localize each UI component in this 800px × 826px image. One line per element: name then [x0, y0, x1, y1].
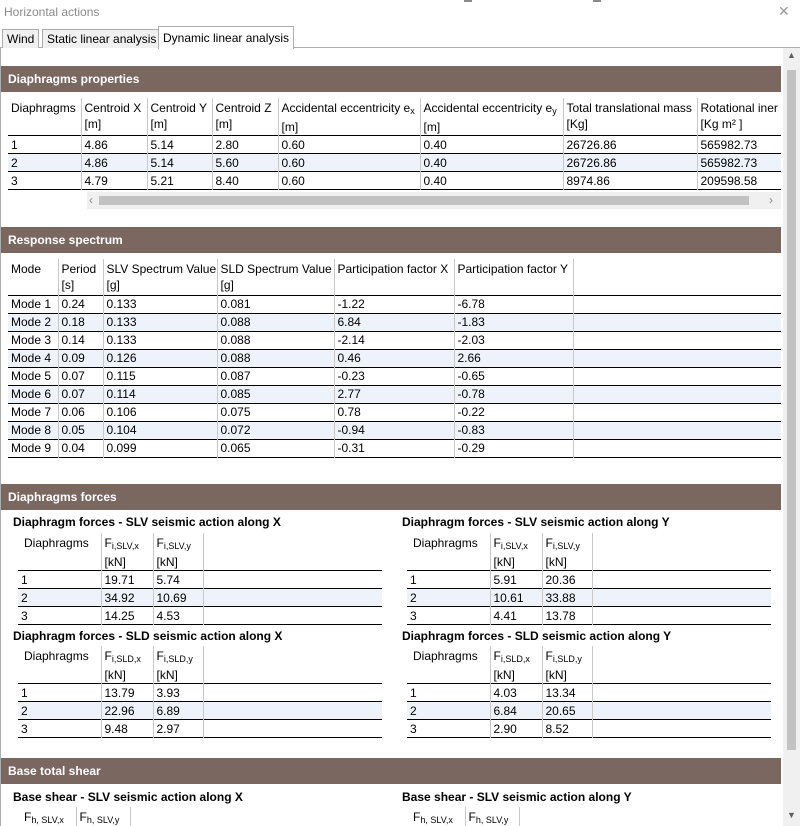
table-cell: 565982.73: [700, 137, 758, 152]
table-cell: 0.133: [103, 331, 217, 349]
table-cell: 4.86: [81, 136, 147, 154]
table-cell: Mode 8: [8, 421, 58, 439]
column-header: Centroid X [m]: [81, 98, 147, 136]
table-cell-filler: [573, 295, 781, 313]
scrollbar-thumb[interactable]: [99, 196, 749, 205]
table-cell: 0.78: [334, 403, 454, 421]
title-bar-artifact: [593, 0, 601, 2]
table-cell: 9.48: [101, 720, 153, 738]
table-cell-filler: [573, 403, 781, 421]
column-header: SLV Spectrum Value [g]: [103, 259, 217, 295]
table-cell-filler: [573, 385, 781, 403]
column-header: Diaphragms: [18, 533, 101, 571]
scroll-right-icon[interactable]: ›: [769, 193, 773, 207]
table-header-row: [18, 533, 382, 571]
table-cell: 0.072: [217, 421, 334, 439]
table-header-row: [407, 807, 771, 826]
table-cell: Mode 4: [8, 349, 58, 367]
table-cell: 0.07: [58, 367, 103, 385]
table-cell: 1: [407, 571, 490, 589]
table-row[interactable]: [407, 589, 771, 607]
table-cell-filler: [203, 702, 382, 720]
table-cell: 0.18: [58, 313, 103, 331]
column-header: Centroid Y [m]: [147, 98, 212, 136]
table-cell: 13.34: [542, 684, 592, 702]
table-header-row: [8, 98, 781, 136]
table-cell: -1.83: [454, 313, 573, 331]
section-header-response-spectrum: Response spectrum: [1, 227, 781, 253]
column-header: $F_{h, SLV,y}$: [465, 807, 519, 826]
column-header: $F_{i,SLD,x}$ [kN]: [490, 646, 542, 684]
table-cell: 3: [407, 607, 490, 625]
table-cell: 5.74: [153, 571, 203, 589]
table-row[interactable]: [407, 684, 771, 702]
table-cell: 0.40: [420, 154, 563, 172]
table-cell: 13.79: [101, 684, 153, 702]
table-row[interactable]: [18, 571, 382, 589]
table-cell: 5.14: [147, 136, 212, 154]
table-cell: -0.94: [334, 421, 454, 439]
column-header: $F_{h, SLV,x}$: [407, 807, 465, 826]
table-cell: 6.84: [334, 313, 454, 331]
table-cell-filler: [573, 331, 781, 349]
table-cell: 10.61: [490, 589, 542, 607]
table-cell: 0.075: [217, 403, 334, 421]
column-header: Participation factor X: [334, 259, 454, 295]
column-header: Total translational mass [Kg]: [563, 98, 697, 136]
table-cell: 0.085: [217, 385, 334, 403]
table-row[interactable]: [8, 136, 781, 154]
table-cell: 4.03: [490, 684, 542, 702]
table-row[interactable]: [8, 349, 781, 367]
content-area: [0, 48, 784, 826]
table-cell: 0.60: [278, 154, 420, 172]
column-header-filler: [592, 533, 771, 571]
table-cell-filler: [592, 589, 771, 607]
column-header: $F_{h, SLV,x}$: [18, 807, 76, 826]
table-cell: 2.77: [334, 385, 454, 403]
table-row[interactable]: [8, 154, 781, 172]
table-row[interactable]: [8, 367, 781, 385]
table-row[interactable]: [18, 684, 382, 702]
table-cell: 0.087: [217, 367, 334, 385]
column-header: Rotational iner [Kg m² ]: [700, 101, 778, 131]
table-cell: Mode 1: [8, 295, 58, 313]
diaphragm-forces-table: [407, 533, 771, 625]
scroll-left-icon[interactable]: ‹: [89, 193, 93, 207]
table-row[interactable]: [407, 571, 771, 589]
table-cell: 8.52: [542, 720, 592, 738]
table-cell-filler: [573, 349, 781, 367]
base-shear-table: [407, 807, 771, 826]
tab-dynamic-linear-analysis[interactable]: Dynamic linear analysis: [158, 26, 294, 49]
table-cell: 2.97: [153, 720, 203, 738]
subtable-title: Diaphragm forces - SLV seismic action along Y: [402, 515, 670, 529]
table-cell: 4.79: [81, 172, 147, 190]
table-cell: 1: [407, 684, 490, 702]
column-header-filler: [203, 646, 382, 684]
diaphragm-forces-table: [18, 646, 382, 738]
table-row[interactable]: [407, 720, 771, 738]
column-header: Diaphragms: [8, 98, 81, 136]
table-cell: 4.86: [81, 154, 147, 172]
section-header-diaphragms-properties: Diaphragms properties: [1, 66, 781, 92]
subtable-title: Base shear - SLV seismic action along X: [13, 790, 243, 804]
table-cell: -0.65: [454, 367, 573, 385]
column-header-filler: [573, 259, 781, 295]
table-header-row: [8, 259, 781, 295]
table-cell: 5.21: [147, 172, 212, 190]
table-cell-filler: [203, 607, 382, 625]
table-cell-filler: [573, 421, 781, 439]
table-cell: 0.099: [103, 439, 217, 457]
table-cell: 2.80: [212, 136, 278, 154]
table-cell: 0.065: [217, 439, 334, 457]
table-cell: 33.88: [542, 589, 592, 607]
table-row[interactable]: [8, 421, 781, 439]
table-cell: 2: [18, 702, 101, 720]
table-row[interactable]: [8, 385, 781, 403]
table-cell: 0.115: [103, 367, 217, 385]
column-header: $F_{i,SLD,y}$ [kN]: [153, 646, 203, 684]
column-header: Diaphragms: [407, 533, 490, 571]
table-cell: 0.60: [278, 136, 420, 154]
table-row[interactable]: [8, 403, 781, 421]
column-header: $F_{i,SLV,y}$ [kN]: [153, 533, 203, 571]
column-header: Accidental eccentricity $e_y$ [m]: [420, 98, 563, 136]
diaphragms-properties-table: [8, 98, 781, 190]
table-cell: 20.36: [542, 571, 592, 589]
table-row[interactable]: [18, 702, 382, 720]
table-row[interactable]: [18, 589, 382, 607]
column-header-filler: [592, 646, 771, 684]
column-header: $F_{i,SLV,x}$ [kN]: [101, 533, 153, 571]
base-shear-table: [18, 807, 382, 826]
table-cell-filler: [592, 684, 771, 702]
table-cell: Mode 9: [8, 439, 58, 457]
table-cell: 19.71: [101, 571, 153, 589]
table-cell: Mode 7: [8, 403, 58, 421]
table-cell: 3: [18, 607, 101, 625]
table-cell: 22.96: [101, 702, 153, 720]
table-cell: 13.78: [542, 607, 592, 625]
table-row[interactable]: [407, 702, 771, 720]
table-cell: 8.40: [212, 172, 278, 190]
column-header-filler: [519, 807, 771, 826]
table-cell: 0.07: [58, 385, 103, 403]
table-cell: -0.22: [454, 403, 573, 421]
column-header: Diaphragms: [18, 646, 101, 684]
section-header-diaphragms-forces: Diaphragms forces: [1, 484, 781, 510]
table-header-row: [18, 646, 382, 684]
table-cell: 0.133: [103, 313, 217, 331]
vertical-scrollbar[interactable]: [783, 48, 800, 826]
table-cell: 0.114: [103, 385, 217, 403]
table-cell-filler: [573, 313, 781, 331]
table-cell-filler: [203, 720, 382, 738]
title-bar-artifact: [464, 0, 472, 2]
column-header-filler: [203, 533, 382, 571]
table-row[interactable]: [18, 720, 382, 738]
subtable-title: Diaphragm forces - SLD seismic action along Y: [402, 629, 672, 643]
table-cell-filler: [573, 439, 781, 457]
table-cell: 6.84: [490, 702, 542, 720]
table-cell: -0.29: [454, 439, 573, 457]
tab-strip: [0, 26, 800, 48]
table-row[interactable]: [8, 313, 781, 331]
table-cell: -0.31: [334, 439, 454, 457]
diaphragm-forces-table: [18, 533, 382, 625]
table-cell: 0.088: [217, 331, 334, 349]
column-header: SLD Spectrum Value [g]: [217, 259, 334, 295]
table-cell: -1.22: [334, 295, 454, 313]
table-cell: -0.23: [334, 367, 454, 385]
table-cell: 5.14: [147, 154, 212, 172]
table-cell: 0.24: [58, 295, 103, 313]
close-icon[interactable]: ✕: [778, 3, 790, 19]
table-row[interactable]: [8, 331, 781, 349]
table-cell: 0.133: [103, 295, 217, 313]
horizontal-scrollbar[interactable]: [87, 192, 781, 209]
table-cell: 565982.73: [697, 154, 781, 172]
table-cell: 1: [18, 684, 101, 702]
table-cell: 0.46: [334, 349, 454, 367]
table-cell: 3: [8, 172, 81, 190]
table-cell: 4.41: [490, 607, 542, 625]
table-cell: 0.088: [217, 313, 334, 331]
table-cell: 3: [18, 720, 101, 738]
column-header: $F_{i,SLV,y}$ [kN]: [542, 533, 592, 571]
table-cell: 14.25: [101, 607, 153, 625]
table-cell: Mode 6: [8, 385, 58, 403]
table-cell: 2: [8, 154, 81, 172]
column-header: $F_{i,SLV,x}$ [kN]: [490, 533, 542, 571]
table-cell: 0.126: [103, 349, 217, 367]
table-cell: 3: [407, 720, 490, 738]
table-cell: 0.081: [217, 295, 334, 313]
response-spectrum-table: [8, 259, 781, 458]
scroll-down-icon[interactable]: ▼: [787, 810, 796, 820]
table-cell: -2.03: [454, 331, 573, 349]
column-header: Accidental eccentricity $e_x$ [m]: [278, 98, 420, 136]
column-header: Mode: [8, 259, 58, 295]
table-cell: 26726.86: [563, 154, 697, 172]
table-cell: 2.90: [490, 720, 542, 738]
tab-wind[interactable]: Wind: [2, 29, 39, 48]
table-cell: -0.83: [454, 421, 573, 439]
tab-static-linear-analysis[interactable]: Static linear analysis: [42, 29, 161, 48]
table-cell: 2: [407, 702, 490, 720]
column-header-filler: [130, 807, 382, 826]
scroll-up-icon[interactable]: ▲: [787, 50, 796, 60]
column-header: $F_{h, SLV,y}$: [76, 807, 130, 826]
subtable-title: Base shear - SLV seismic action along Y: [402, 790, 632, 804]
table-cell: 1: [18, 571, 101, 589]
table-cell: 0.14: [58, 331, 103, 349]
table-header-row: [407, 646, 771, 684]
table-cell: 2: [18, 589, 101, 607]
table-cell: 0.088: [217, 349, 334, 367]
table-header-row: [18, 807, 382, 826]
diaphragm-forces-table: [407, 646, 771, 738]
table-cell: 34.92: [101, 589, 153, 607]
table-cell: 4.53: [153, 607, 203, 625]
column-header: $F_{i,SLD,y}$ [kN]: [542, 646, 592, 684]
table-row[interactable]: [8, 295, 781, 313]
table-cell: 0.06: [58, 403, 103, 421]
table-cell: 1: [8, 136, 81, 154]
table-cell: -6.78: [454, 295, 573, 313]
table-cell: 3.93: [153, 684, 203, 702]
column-header: $F_{i,SLD,x}$ [kN]: [101, 646, 153, 684]
table-cell: -0.78: [454, 385, 573, 403]
table-cell-filler: [203, 589, 382, 607]
table-cell-filler: [203, 571, 382, 589]
table-header-row: [407, 533, 771, 571]
table-cell: 0.05: [58, 421, 103, 439]
table-cell: 0.40: [420, 136, 563, 154]
table-cell: -2.14: [334, 331, 454, 349]
title-bar: [0, 0, 800, 26]
column-header: Participation factor Y: [454, 259, 573, 295]
table-row[interactable]: [407, 607, 771, 625]
table-cell: 2: [407, 589, 490, 607]
table-cell: Mode 2: [8, 313, 58, 331]
table-row[interactable]: [8, 172, 781, 190]
table-cell: 0.40: [420, 172, 563, 190]
table-cell: Mode 3: [8, 331, 58, 349]
table-cell: 0.09: [58, 349, 103, 367]
section-header-base-total-shear: Base total shear: [1, 758, 781, 784]
scrollbar-thumb[interactable]: [787, 70, 796, 750]
table-cell-filler: [573, 367, 781, 385]
table-cell: Mode 5: [8, 367, 58, 385]
window-title: Horizontal actions: [4, 5, 100, 19]
table-cell: 0.104: [103, 421, 217, 439]
column-header: Diaphragms: [407, 646, 490, 684]
subtable-title: Diaphragm forces - SLV seismic action along X: [13, 515, 281, 529]
table-row[interactable]: [8, 439, 781, 457]
table-cell-filler: [592, 607, 771, 625]
table-cell-filler: [592, 571, 771, 589]
table-cell: 10.69: [153, 589, 203, 607]
table-cell: 5.91: [490, 571, 542, 589]
subtable-title: Diaphragm forces - SLD seismic action along X: [13, 629, 283, 643]
table-cell: 26726.86: [563, 136, 697, 154]
table-cell: 209598.58: [700, 173, 758, 188]
table-cell: 0.04: [58, 439, 103, 457]
table-cell: 6.89: [153, 702, 203, 720]
table-cell: 5.60: [212, 154, 278, 172]
table-cell: 20.65: [542, 702, 592, 720]
column-header: Centroid Z [m]: [212, 98, 278, 136]
table-cell-filler: [203, 684, 382, 702]
table-cell: 0.106: [103, 403, 217, 421]
table-cell: 8974.86: [563, 172, 697, 190]
table-cell: 2.66: [454, 349, 573, 367]
table-cell: 0.60: [278, 172, 420, 190]
column-header: Period [s]: [58, 259, 103, 295]
table-row[interactable]: [18, 607, 382, 625]
table-cell-filler: [592, 720, 771, 738]
table-cell-filler: [592, 702, 771, 720]
